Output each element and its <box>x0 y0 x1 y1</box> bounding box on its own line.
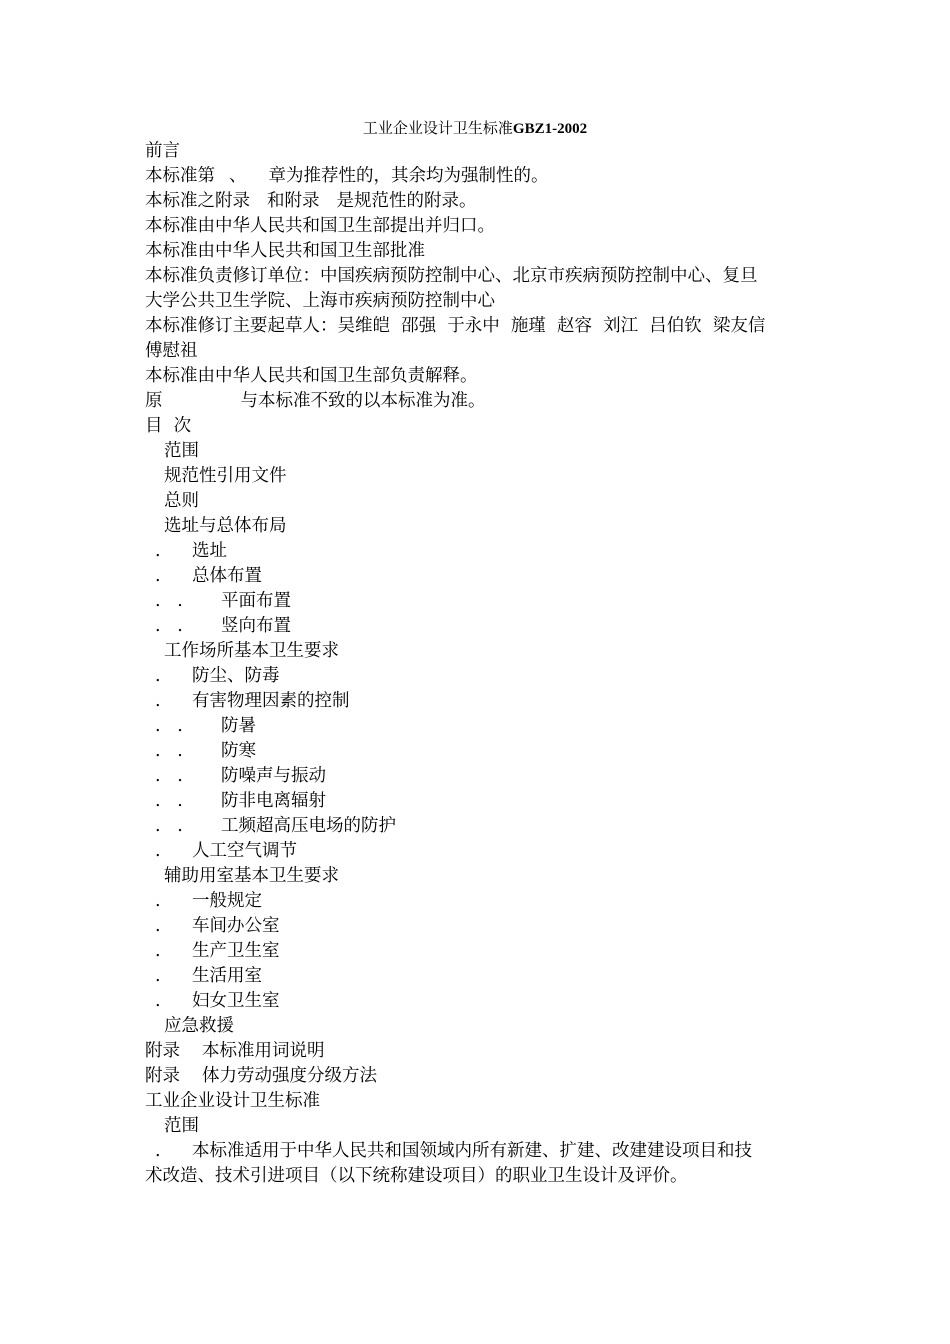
toc-item <box>145 864 810 889</box>
appendix-label: 附录 <box>145 1066 180 1086</box>
toc-item-text: 防非电离辐射 <box>221 791 326 811</box>
toc-item-number: . . <box>155 816 183 836</box>
preface-line: 本标准由中华人民共和国卫生部负责解释。 <box>145 366 478 386</box>
toc-item <box>145 964 810 989</box>
toc-item <box>145 614 810 639</box>
toc-item-text: 辅助用室基本卫生要求 <box>164 866 339 886</box>
preface-line <box>145 164 810 189</box>
toc-item-number: . <box>155 941 161 961</box>
title-code: GBZ1-2002 <box>512 121 588 137</box>
preface-text: 和附录 <box>267 191 320 211</box>
toc-item-text: 生产卫生室 <box>192 941 280 961</box>
preface-text: 是规范性的附录。 <box>336 191 477 211</box>
toc-item-text: 应急救援 <box>164 1016 234 1036</box>
toc-item-number: . . <box>155 766 183 786</box>
toc-item <box>145 564 810 589</box>
toc-item <box>145 589 810 614</box>
toc-item-text: 选址 <box>192 541 227 561</box>
toc-item-text: 平面布置 <box>221 591 291 611</box>
toc-item-text: 工作场所基本卫生要求 <box>164 641 339 661</box>
preface-line: 本标准负责修订单位：中国疾病预防控制中心、北京市疾病预防控制中心、复旦 <box>145 266 758 286</box>
toc-item <box>145 639 810 664</box>
toc-list <box>145 439 810 1039</box>
toc-item-number: . <box>155 541 161 561</box>
toc-item-text: 防噪声与振动 <box>221 766 326 786</box>
preface-line: 本标准由中华人民共和国卫生部批准 <box>145 241 425 261</box>
toc-heading: 目 次 <box>145 416 192 436</box>
toc-item <box>145 839 810 864</box>
preface-text: 章为推荐性的，其余均为强制性的。 <box>268 166 549 186</box>
appendix-label: 附录 <box>145 1041 180 1061</box>
toc-item <box>145 814 810 839</box>
preface-line <box>145 189 810 214</box>
preface-text: 原 <box>145 391 163 411</box>
appendix-text: 体力劳动强度分级方法 <box>202 1066 377 1086</box>
main-heading: 工业企业设计卫生标准 <box>145 1091 320 1111</box>
toc-item-text: 一般规定 <box>192 891 262 911</box>
toc-item <box>145 764 810 789</box>
toc-item-number: . . <box>155 741 183 761</box>
toc-item-text: 范围 <box>164 441 199 461</box>
toc-item-text: 防暑 <box>221 716 256 736</box>
document-title <box>0 117 950 140</box>
preface-text: 与本标准不致的以本标准为准。 <box>240 391 486 411</box>
section-heading: 范围 <box>164 1116 199 1136</box>
toc-item-number: . <box>155 916 161 936</box>
toc-appendix <box>145 1039 810 1064</box>
appendix-text: 本标准用词说明 <box>202 1041 325 1061</box>
toc-item-text: 规范性引用文件 <box>164 466 287 486</box>
toc-item-text: 有害物理因素的控制 <box>192 691 350 711</box>
toc-item <box>145 714 810 739</box>
toc-item-number: . <box>155 891 161 911</box>
preface-heading: 前言 <box>145 141 180 161</box>
toc-item <box>145 939 810 964</box>
toc-item-number: . <box>155 566 161 586</box>
toc-item <box>145 539 810 564</box>
document-body <box>145 139 810 1189</box>
toc-item-number: . <box>155 966 161 986</box>
toc-item-text: 人工空气调节 <box>192 841 297 861</box>
toc-item-number: . <box>155 691 161 711</box>
toc-item <box>145 489 810 514</box>
clause-text: 本标准适用于中华人民共和国领域内所有新建、扩建、改建建设项目和技 <box>192 1141 752 1161</box>
preface-line: 傅慰祖 <box>145 341 198 361</box>
toc-item-text: 妇女卫生室 <box>192 991 280 1011</box>
preface-text: 、 <box>229 166 247 186</box>
title-text: 工业企业设计卫生标准 <box>362 119 513 137</box>
toc-item <box>145 689 810 714</box>
toc-appendix <box>145 1064 810 1089</box>
toc-item-text: 总体布置 <box>192 566 262 586</box>
toc-item-number: . . <box>155 791 183 811</box>
preface-text: 本标准第 <box>145 166 215 186</box>
clause-number: . <box>155 1141 161 1161</box>
toc-item <box>145 889 810 914</box>
toc-item-text: 防寒 <box>221 741 256 761</box>
toc-item <box>145 789 810 814</box>
toc-item-text: 工频超高压电场的防护 <box>221 816 396 836</box>
preface-line: 本标准修订主要起草人：吴维皑 邵强 于永中 施瑾 赵容 刘江 吕伯钦 梁友信 <box>145 316 766 336</box>
preface-line: 大学公共卫生学院、上海市疾病预防控制中心 <box>145 291 495 311</box>
toc-item <box>145 514 810 539</box>
toc-item-text: 防尘、防毒 <box>192 666 280 686</box>
toc-item <box>145 664 810 689</box>
toc-item <box>145 914 810 939</box>
toc-item-number: . . <box>155 591 183 611</box>
toc-item <box>145 464 810 489</box>
clause-line: 术改造、技术引进项目（以下统称建设项目）的职业卫生设计及评价。 <box>145 1166 688 1186</box>
toc-item-text: 总则 <box>164 491 199 511</box>
clause-line <box>145 1139 810 1164</box>
toc-item-number: . . <box>155 616 183 636</box>
toc-item-number: . <box>155 666 161 686</box>
toc-item <box>145 1014 810 1039</box>
toc-item <box>145 439 810 464</box>
toc-item-text: 竖向布置 <box>221 616 291 636</box>
toc-item-text: 车间办公室 <box>192 916 280 936</box>
toc-item <box>145 989 810 1014</box>
toc-item-number: . <box>155 991 161 1011</box>
toc-item <box>145 739 810 764</box>
preface-line: 本标准由中华人民共和国卫生部提出并归口。 <box>145 216 495 236</box>
preface-text: 本标准之附录 <box>145 191 250 211</box>
preface-line <box>145 389 810 414</box>
toc-item-number: . . <box>155 716 183 736</box>
toc-item-number: . <box>155 841 161 861</box>
toc-item-text: 选址与总体布局 <box>164 516 287 536</box>
toc-item-text: 生活用室 <box>192 966 262 986</box>
